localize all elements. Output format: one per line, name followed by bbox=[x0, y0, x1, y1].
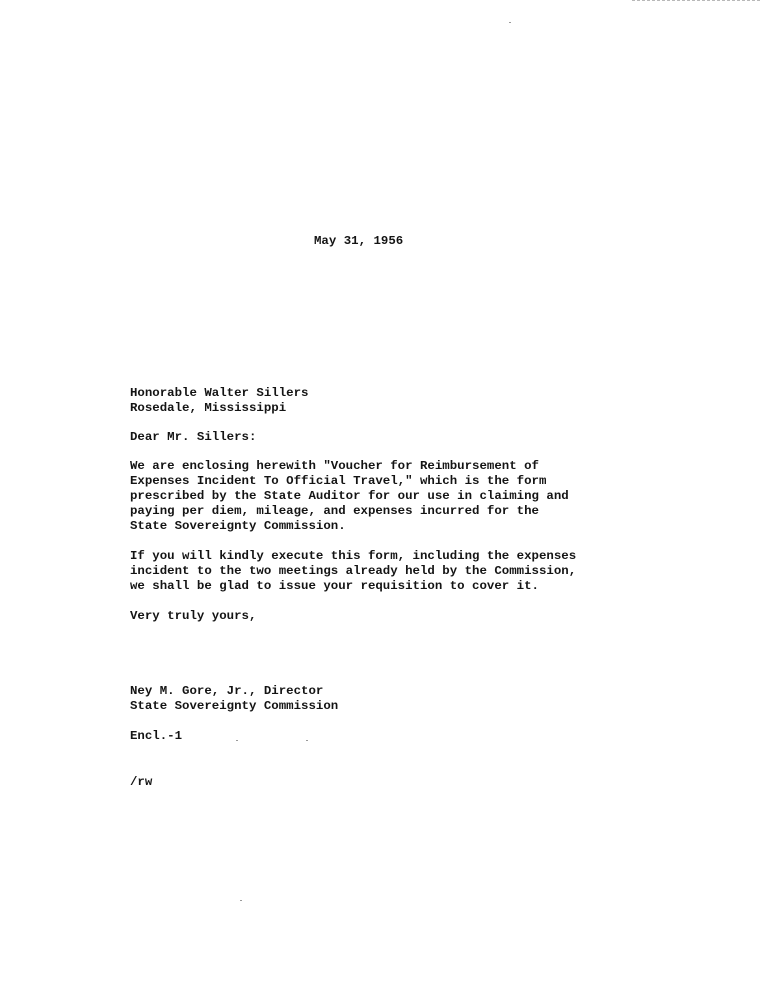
signature-block bbox=[130, 684, 338, 714]
recipient-location: Rosedale, Mississippi bbox=[130, 401, 287, 415]
paragraph-line: incident to the two meetings already held by the Commission, bbox=[130, 564, 577, 578]
body-paragraph-1 bbox=[130, 459, 569, 534]
signer-name-title: Ney M. Gore, Jr., Director bbox=[130, 684, 324, 698]
signer-organization: State Sovereignty Commission bbox=[130, 699, 339, 713]
paragraph-line: If you will kindly execute this form, including the expenses bbox=[130, 549, 577, 563]
scan-speck bbox=[509, 22, 511, 23]
recipient-name: Honorable Walter Sillers bbox=[130, 386, 309, 400]
typist-initials: /rw bbox=[130, 775, 153, 789]
salutation: Dear Mr. Sillers: bbox=[130, 430, 257, 444]
complimentary-closing: Very truly yours, bbox=[130, 609, 257, 623]
paragraph-line: State Sovereignty Commission. bbox=[130, 519, 346, 533]
scan-speck bbox=[306, 740, 308, 741]
scan-edge-marks bbox=[632, 0, 760, 3]
paragraph-line: we shall be glad to issue your requisition to cover it. bbox=[130, 579, 539, 593]
scan-speck bbox=[236, 740, 238, 741]
recipient-address bbox=[130, 386, 308, 416]
paragraph-line: prescribed by the State Auditor for our use in claiming and bbox=[130, 489, 569, 503]
paragraph-line: We are enclosing herewith "Voucher for Reimbursement of bbox=[130, 459, 539, 473]
letter-date: May 31, 1956 bbox=[314, 234, 404, 248]
paragraph-line: paying per diem, mileage, and expenses incurred for the bbox=[130, 504, 539, 518]
enclosure-notation: Encl.-1 bbox=[130, 729, 183, 743]
scan-speck bbox=[240, 900, 242, 901]
body-paragraph-2 bbox=[130, 549, 576, 594]
paragraph-line: Expenses Incident To Official Travel," which is the form bbox=[130, 474, 547, 488]
